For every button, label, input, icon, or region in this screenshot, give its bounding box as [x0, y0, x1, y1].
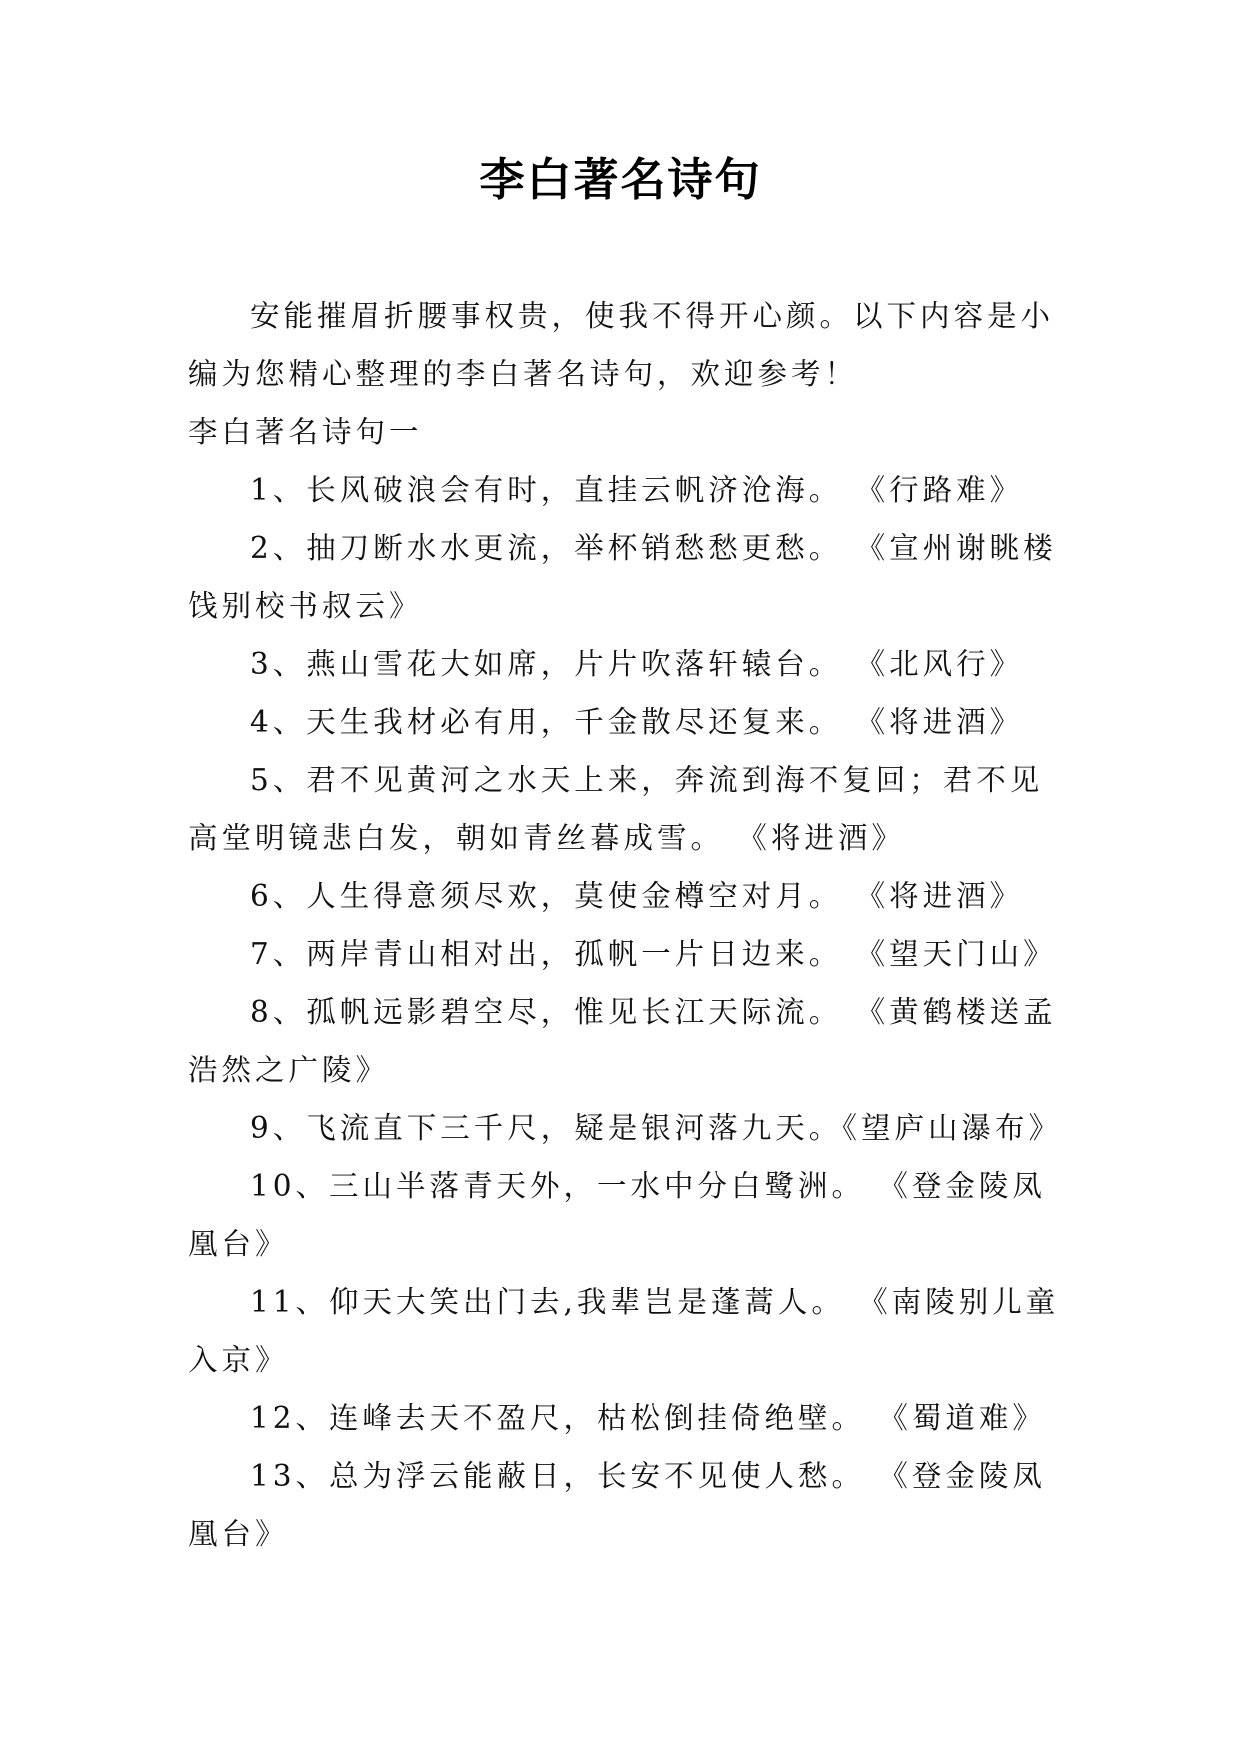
verse-item: 7、两岸青山相对出，孤帆一片日边来。 《望天门山》: [250, 937, 1057, 971]
verse-item: 4、天生我材必有用，千金散尽还复来。 《将进酒》: [250, 705, 1024, 739]
verse-item: 8、孤帆远影碧空尽，惟见长江天际流。 《黄鹤楼送孟浩然之广陵》: [188, 995, 1057, 1087]
verse-item: 2、抽刀断水水更流，举杯销愁愁更愁。 《宣州谢眺楼饯别校书叔云》: [188, 531, 1057, 623]
verse-item: 12、连峰去天不盈尺，枯松倒挂倚绝壁。 《蜀道难》: [250, 1401, 1046, 1435]
intro-paragraph: 安能摧眉折腰事权贵，使我不得开心颜。以下内容是小编为您精心整理的李白著名诗句，欢迎参考！: [188, 299, 1055, 391]
document-body: [188, 287, 1063, 1563]
section-heading: 李白著名诗句一: [188, 415, 423, 449]
verse-item: 13、总为浮云能蔽日，长安不见使人愁。 《登金陵凤凰台》: [188, 1459, 1046, 1551]
verse-item: 11、仰天大笑出门去,我辈岂是蓬蒿人。 《南陵别儿童入京》: [188, 1285, 1060, 1377]
verse-item: 10、三山半落青天外，一水中分白鹭洲。 《登金陵凤凰台》: [188, 1169, 1046, 1261]
verse-item: 5、君不见黄河之水天上来，奔流到海不复回；君不见高堂明镜悲白发，朝如青丝暮成雪。 《将进酒》: [188, 763, 1044, 855]
document-title: 李白著名诗句: [479, 153, 762, 206]
verse-item: 1、长风破浪会有时，直挂云帆济沧海。 《行路难》: [250, 473, 1024, 507]
verse-item: 6、人生得意须尽欢，莫使金樽空对月。 《将进酒》: [250, 879, 1024, 913]
verse-item: 3、燕山雪花大如席，片片吹落轩辕台。 《北风行》: [250, 647, 1024, 681]
verse-item: 9、飞流直下三千尺，疑是银河落九天。《望庐山瀑布》: [250, 1111, 1063, 1145]
